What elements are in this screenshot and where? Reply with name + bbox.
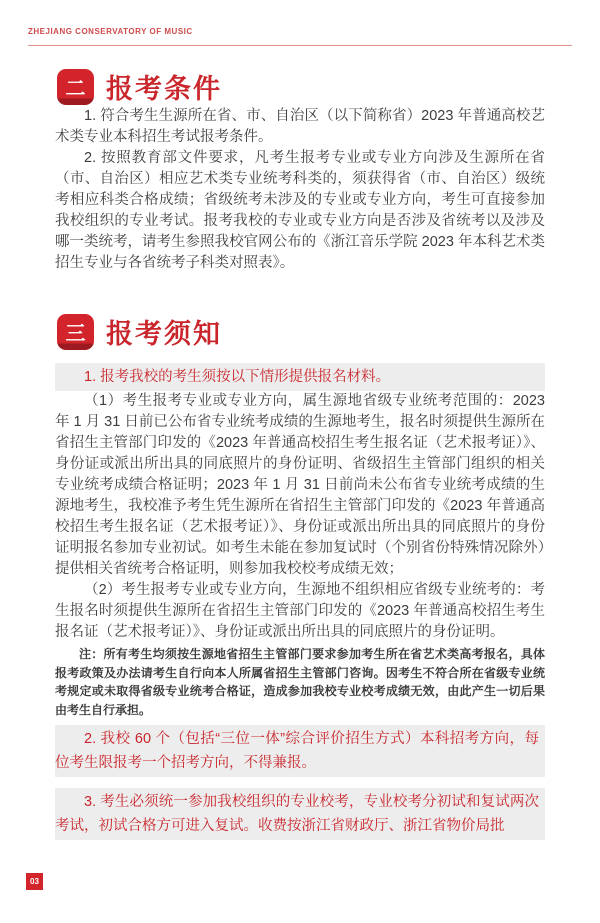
note-paragraph: 注：所有考生均须按生源地省招生主管部门要求参加考生所在省艺术类高考报名，具体报考政策及办法请考生自行向本人所属省招生主管部门咨询。因考生不符合所在省级专业统考规定或未取得省级专业统考合格证，造成参加我校专业校考成绩无效，由此产生一切后果由考生自行承担。 — [55, 647, 545, 717]
section-application-conditions — [55, 67, 545, 274]
section-three-number-badge: 三 — [57, 314, 94, 350]
section-application-notes — [55, 312, 545, 840]
page-number-badge: 03 — [26, 873, 43, 890]
section-two-paragraph-2: 2. 按照教育部文件要求，凡考生报考专业或专业方向涉及生源所在省（市、自治区）相应艺术类专业统考科类的，须获得省（市、自治区）级统考相应科类合格成绩；省级统考未涉及的专业或专业方向，考生可直接参加我校组织的专业考试。报考我校的专业或专业方向是否涉及省统考以及涉及哪一类统考，请考生参照我校官网公布的《浙江音乐学院 2023 年本科艺术类招生专业与各省统考子科类对照表》。 — [55, 150, 545, 271]
header-divider — [28, 45, 572, 46]
section-two-paragraph-1: 1. 符合考生生源所在省、市、自治区（以下简称省）2023 年普通高校艺术类专业本科招生考试报考条件。 — [55, 108, 545, 145]
page-content — [0, 67, 600, 840]
section-three-title: 报考须知 — [106, 319, 222, 349]
section-two-title: 报考条件 — [106, 74, 222, 104]
section-three-paragraph-2: （2）考生报考专业或专业方向，生源地不组织相应省级专业统考的：考生报名时须提供生源所在省招生主管部门印发的《2023 年普通高校招生考生报名证（艺术报考证）》、身份证或派出所出具的同底照片的身份证明。 — [55, 582, 545, 640]
section-three-paragraph-1: （1）考生报考专业或专业方向，属生源地省级专业统考范围的：2023 年 1 月 31 日前已公布省专业统考成绩的生源地考生，报名时须提供生源所在省招生主管部门印发的《2023 年普通高校招生考生报名证（艺术报考证）》、身份证或派出所出具的同底照片的身份证明、省级招生主管部门组织的相关专业统考成绩合格证明；2023 年 1 月 31 日前尚未公布省专业统考成绩的生源地考生，我校准予考生凭生源所在省招生主管部门印发的《2023 年普通高校招生考生报名证（艺术报考证）》、身份证或派出所出具的同底照片的身份证明报名参加专业初试。如考生未能在参加复试时（个别省份特殊情况除外）提供相关省统考合格证明，则参加我校校考成绩无效； — [55, 393, 545, 577]
highlight-item-2: 2. 我校 60 个（包括“三位一体”综合评价招生方式）本科招考方向，每位考生限报考一个招考方向，不得兼报。 — [55, 725, 545, 777]
highlight-item-3: 3. 考生必须统一参加我校组织的专业校考，专业校考分初试和复试两次考试，初试合格方可进入复试。收费按浙江省财政厅、浙江省物价局批 — [55, 788, 545, 840]
highlight-item-1: 1. 报考我校的考生须按以下情形提供报名材料。 — [55, 363, 545, 391]
brand-name: ZHEJIANG CONSERVATORY OF MUSIC — [28, 27, 193, 36]
page-header — [0, 0, 600, 46]
section-three-heading — [57, 312, 545, 351]
section-two-heading — [57, 67, 545, 106]
section-two-number-badge: 二 — [57, 69, 94, 105]
